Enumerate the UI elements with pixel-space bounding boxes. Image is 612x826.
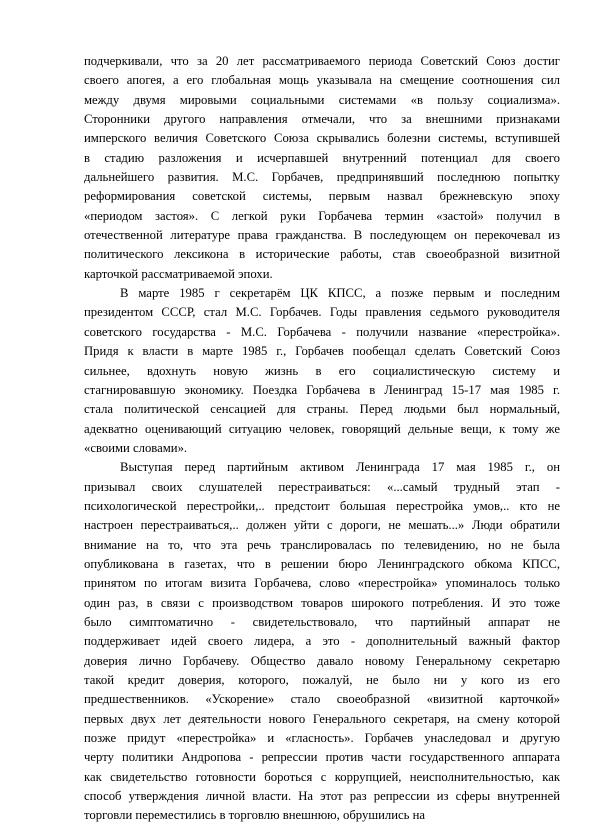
text-line: торговли переместились в торговлю внешнюю, обрушились на xyxy=(84,808,426,823)
text-line: принятом по итогам визита Горбачева, слово «перестройка» упоминалось только xyxy=(84,576,560,591)
text-line: карточкой рассматриваемой эпохи. xyxy=(84,266,273,281)
text-line: один раз, в связи с производством товаров широкого потребления. И это тоже xyxy=(84,595,560,610)
text-line: Выступая перед партийным активом Ленинграда 17 мая 1985 г., он xyxy=(120,460,560,475)
text-line: отечественной литературе права гражданства. В последующем он перекочевал из xyxy=(84,228,560,243)
text-line: призывал своих слушателей перестраиваться: «...самый трудный этап - xyxy=(84,479,560,494)
text-line: стагнировавшую экономику. Поездка Горбачева в Ленинград 15-17 мая 1985 г. xyxy=(84,382,560,397)
text-line: «своими словами». xyxy=(84,440,188,455)
text-line: советского государства - М.С. Горбачева - получили название «перестройка». xyxy=(84,324,560,339)
text-line: подчеркивали, что за 20 лет рассматриваемого периода Советский Союз достиг xyxy=(84,54,560,68)
paragraph xyxy=(84,458,560,826)
text-line: политического лексикона в исторические работы, став своеобразной визитной xyxy=(84,247,560,262)
text-line: адекватно оценивающий ситуацию человек, говорящий дельные вещи, к тому же xyxy=(84,421,560,436)
text-line: настроен перестраиваться,.. должен уйти с дороги, не мешать...» Люди обратили xyxy=(84,518,560,533)
text-line: своего апогея, а его глобальная мощь указывала на смещение соотношения сил xyxy=(84,73,560,88)
text-line: Придя к власти в марте 1985 г., Горбачев пообещал сделать Советский Союз xyxy=(84,344,560,359)
text-line: способ утверждения личной власти. На этот раз репрессии из сферы внутренней xyxy=(84,789,560,804)
text-line: такой кредит доверия, которого, пожалуй, не было ни у кого из его xyxy=(84,673,560,687)
text-line: как свидетельство готовности бороться с коррупцией, неисполнительностью, как xyxy=(84,769,560,784)
text-line: было симптоматично - свидетельствовало, что партийный аппарат не xyxy=(84,614,560,629)
text-line: опубликована в газетах, что в решении бюро Ленинградского обкома КПСС, xyxy=(84,556,560,571)
text-line: В марте 1985 г секретарём ЦК КПСС, а позже первым и последним xyxy=(120,286,560,301)
text-line: психологической перестройки,.. предстоит большая перестройка умов,.. кто не xyxy=(84,498,560,513)
text-line: внимание на то, что эта речь транслировалась по телевидению, но не была xyxy=(84,537,560,552)
text-line: президентом СССР, стал М.С. Горбачев. Годы правления седьмого руководителя xyxy=(84,305,560,320)
text-line: Сторонники другого направления отмечали, что за внешними признаками xyxy=(84,112,560,127)
text-line: доверия лично Горбачеву. Общество давало новому Генеральному секретарю xyxy=(84,653,560,668)
text-line: реформирования советской системы, первым назвал брежневскую эпоху xyxy=(84,189,560,204)
text-line: между двумя мировыми социальными системами «в пользу социализма». xyxy=(84,92,560,107)
text-line: дальнейшего развития. М.С. Горбачев, предпринявший последнюю попытку xyxy=(84,170,560,185)
text-line: в стадию разложения и исчерпавшей внутренний потенциал для своего xyxy=(84,150,560,165)
text-line: стала политической сенсацией для страны. Перед людьми был нормальный, xyxy=(84,402,560,417)
text-line: первых двух лет деятельности нового Генерального секретаря, на смену которой xyxy=(84,711,560,726)
text-line: «периодом застоя». С легкой руки Горбачева термин «застой» получил в xyxy=(84,208,560,223)
text-line: сильнее, вдохнуть новую жизнь в его социалистическую систему и xyxy=(84,363,560,378)
text-line: поддерживает идей своего лидера, а это - дополнительный важный фактор xyxy=(84,634,560,649)
paragraph xyxy=(84,52,560,284)
document-body xyxy=(84,52,560,826)
text-line: предшественников. «Ускорение» стало своеобразной «визитной карточкой» xyxy=(84,692,560,707)
paragraph xyxy=(84,284,560,458)
text-line: имперского величия Советского Союза скрывались болезни системы, вступившей xyxy=(84,131,560,146)
text-line: позже придут «перестройка» и «гласность». Горбачев унаследовал и другую xyxy=(84,731,560,746)
text-line: черту политики Андропова - репрессии против части государственного аппарата xyxy=(84,750,560,765)
